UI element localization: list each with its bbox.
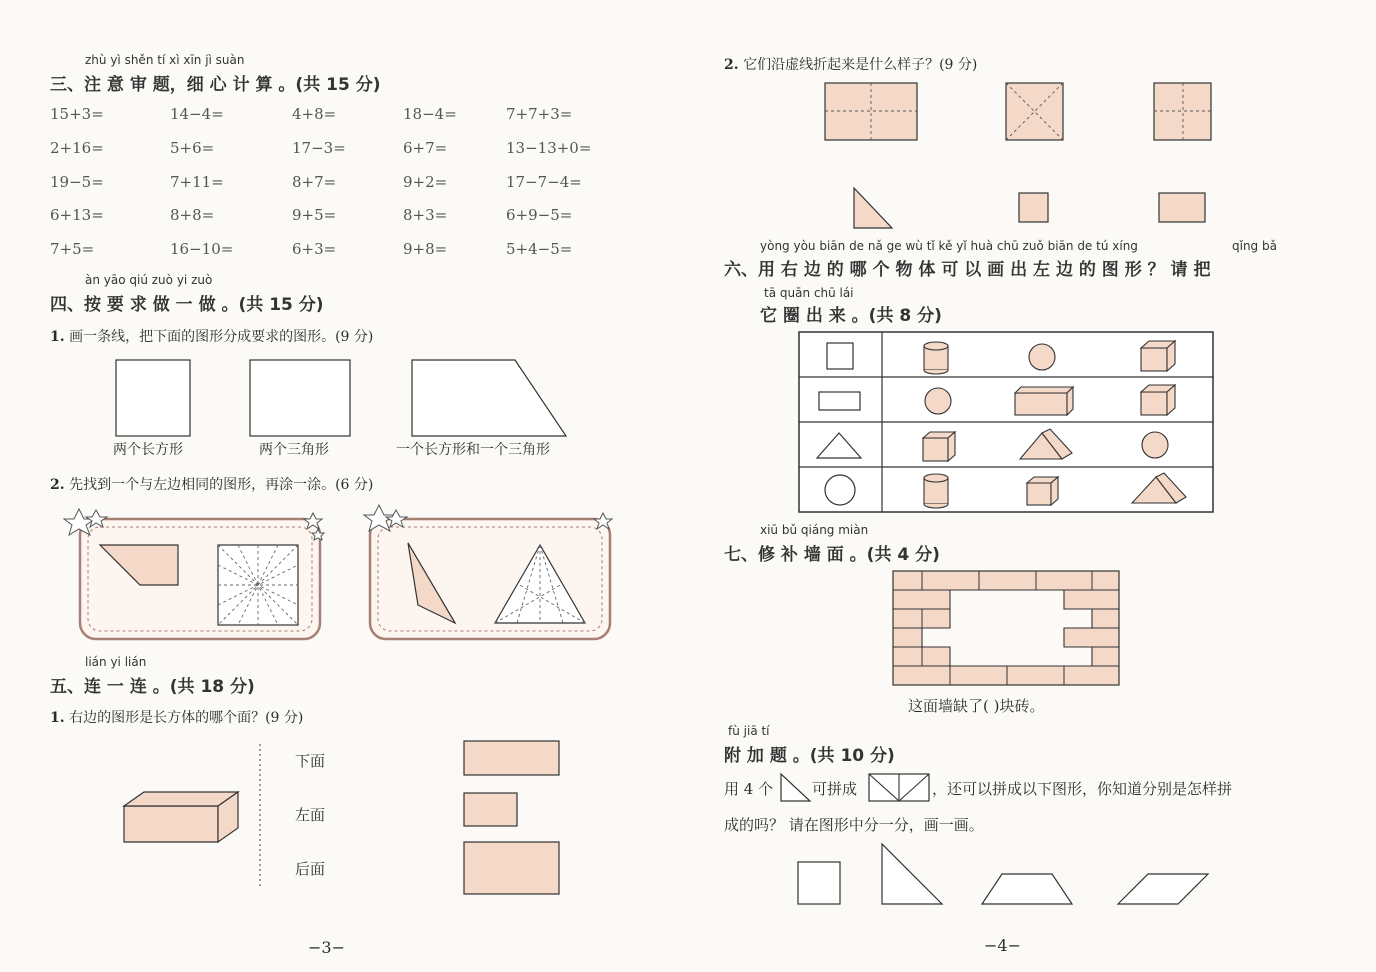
question-text: 先找到一个与左边相同的图形，再涂一涂。(6 分) [69,477,374,493]
solids-table [798,331,1218,516]
calc-problem: 9+8= [403,240,448,258]
fold-shapes [800,78,1320,238]
sec6-title-line2: 它 圈 出 来 。(共 8 分) [760,306,942,326]
label-rect-and-triangle: 一个长方形和一个三角形 [396,442,550,458]
label-two-rectangles: 两个长方形 [113,442,183,458]
cube-solid [1027,477,1058,505]
calc-problem: 19−5= [50,173,104,191]
sec6-pinyin-1b: qǐng bǎ [1232,239,1277,253]
question-number: 1. [50,329,65,345]
question-number: 1. [50,710,65,726]
circle-outline [825,475,855,505]
sec4-pinyin: àn yāo qiú zuò yi zuò [85,273,213,287]
cylinder-solid [924,474,948,508]
rectangle-shape [250,360,350,436]
sec6-title-line1: 六、用 右 边 的 哪 个 物 体 可 以 画 出 左 边 的 图 形 ？ 请 把 [724,260,1211,280]
calc-problem: 6+3= [292,240,337,258]
calc-problem: 6+7= [403,139,448,157]
calc-problem: 16−10= [170,240,234,258]
cylinder-solid [924,342,948,374]
calc-problem: 17−7−4= [506,173,582,191]
parallelogram-shape [1118,874,1208,904]
bonus-text-1b: 可拼成 [812,780,858,798]
bonus-shapes [790,840,1230,910]
calc-problem: 8+8= [170,206,215,224]
calc-problem: 9+5= [292,206,337,224]
sec6-pinyin-1: yòng yòu biān de nǎ ge wù tǐ kě yǐ huà chū zuǒ biān de tú xíng [760,239,1138,253]
calc-problem: 6+9−5= [506,206,573,224]
bonus-pinyin: fù jiā tí [728,724,770,738]
small-triangle-icon [779,772,813,804]
calc-problem: 17−3= [292,139,346,157]
result-small-square [1019,193,1048,222]
calc-problem: 13−13+0= [506,139,592,157]
sec5-title: 五、连 一 连 。(共 18 分) [50,677,255,697]
bonus-title: 附 加 题 。(共 10 分) [724,746,895,766]
sec5-q1 [50,707,303,727]
cube-solid [1141,341,1175,371]
bonus-text-1c: ，还可以拼成以下图形，你知道分别是怎样拼 [932,780,1233,798]
sec7-title: 七、修 补 墙 面 。(共 4 分) [724,545,940,565]
question-text: 画一条线，把下面的图形分成要求的图形。(9 分) [69,329,374,345]
cuboid-solid [1015,387,1073,415]
question-number: 2. [50,477,65,493]
question-text: 它们沿虚线折起来是什么样子？(9 分) [743,57,978,73]
sec7-pinyin: xiū bǔ qiáng miàn [760,523,869,537]
face-rect-large [464,842,559,894]
brick-wall [892,570,1122,688]
cube-solid [1141,385,1175,415]
sphere-solid [1142,432,1168,458]
square-outline [827,343,853,369]
fold-question [724,54,977,74]
cuboid-3d [124,792,238,842]
trapezoid-shape [412,360,566,436]
result-small-rect [1159,193,1205,222]
page-number-left: −3− [308,938,345,957]
question-text: 右边的图形是长方体的哪个面？(9 分) [69,710,304,726]
face-rect-wide [464,741,559,775]
sec3-title: 三、注 意 审 题，细 心 计 算 。(共 15 分) [50,75,381,95]
label-two-triangles: 两个三角形 [259,442,329,458]
calc-problem: 14−4= [170,105,224,123]
calc-problem: 8+3= [403,206,448,224]
bonus-text-2: 成的吗？ 请在图形中分一分，画一画。 [724,816,984,834]
question-number: 2. [724,57,739,73]
calc-problem: 4+8= [292,105,337,123]
calc-problem: 7+5= [50,240,95,258]
sec5-pinyin: lián yi lián [85,655,147,669]
face-rect-small [464,793,517,826]
sec3-pinyin: zhù yì shěn tí xì xīn jì suàn [85,53,245,67]
calc-problem: 6+13= [50,206,104,224]
coloring-frames [0,505,620,645]
sec6-pinyin-2: tā quān chū lái [764,286,854,300]
sphere-solid [925,388,951,414]
calc-problem: 7+7+3= [506,105,573,123]
calc-problem: 9+2= [403,173,448,191]
calc-problem: 15+3= [50,105,104,123]
sphere-solid [1029,344,1055,370]
calc-problem: 5+6= [170,139,215,157]
fold-square-cross [1154,83,1211,140]
rectangle-outline [819,392,860,410]
face-label-bottom: 下面 [295,752,326,770]
sec4-title: 四、按 要 求 做 一 做 。(共 15 分) [50,295,324,315]
face-label-left: 左面 [295,806,326,824]
right-triangle-shape [882,844,942,904]
calc-problem: 5+4−5= [506,240,573,258]
combined-square-icon [868,772,932,804]
page-number-right: −4− [984,936,1021,955]
cube-solid [923,432,955,461]
trapezoid-shape [982,874,1072,904]
square-shape [798,862,840,904]
calc-problem: 8+7= [292,173,337,191]
wall-answer: 这面墙缺了( )块砖。 [908,697,1045,715]
face-label-back: 后面 [295,860,326,878]
bonus-text-1a: 用 4 个 [724,780,774,798]
calc-problem: 7+11= [170,173,224,191]
result-triangle [854,188,892,228]
calc-problem: 18−4= [403,105,457,123]
sec4-q2 [50,474,373,494]
sec4-q1 [50,326,373,346]
calc-problem: 2+16= [50,139,104,157]
square-shape [116,360,190,436]
